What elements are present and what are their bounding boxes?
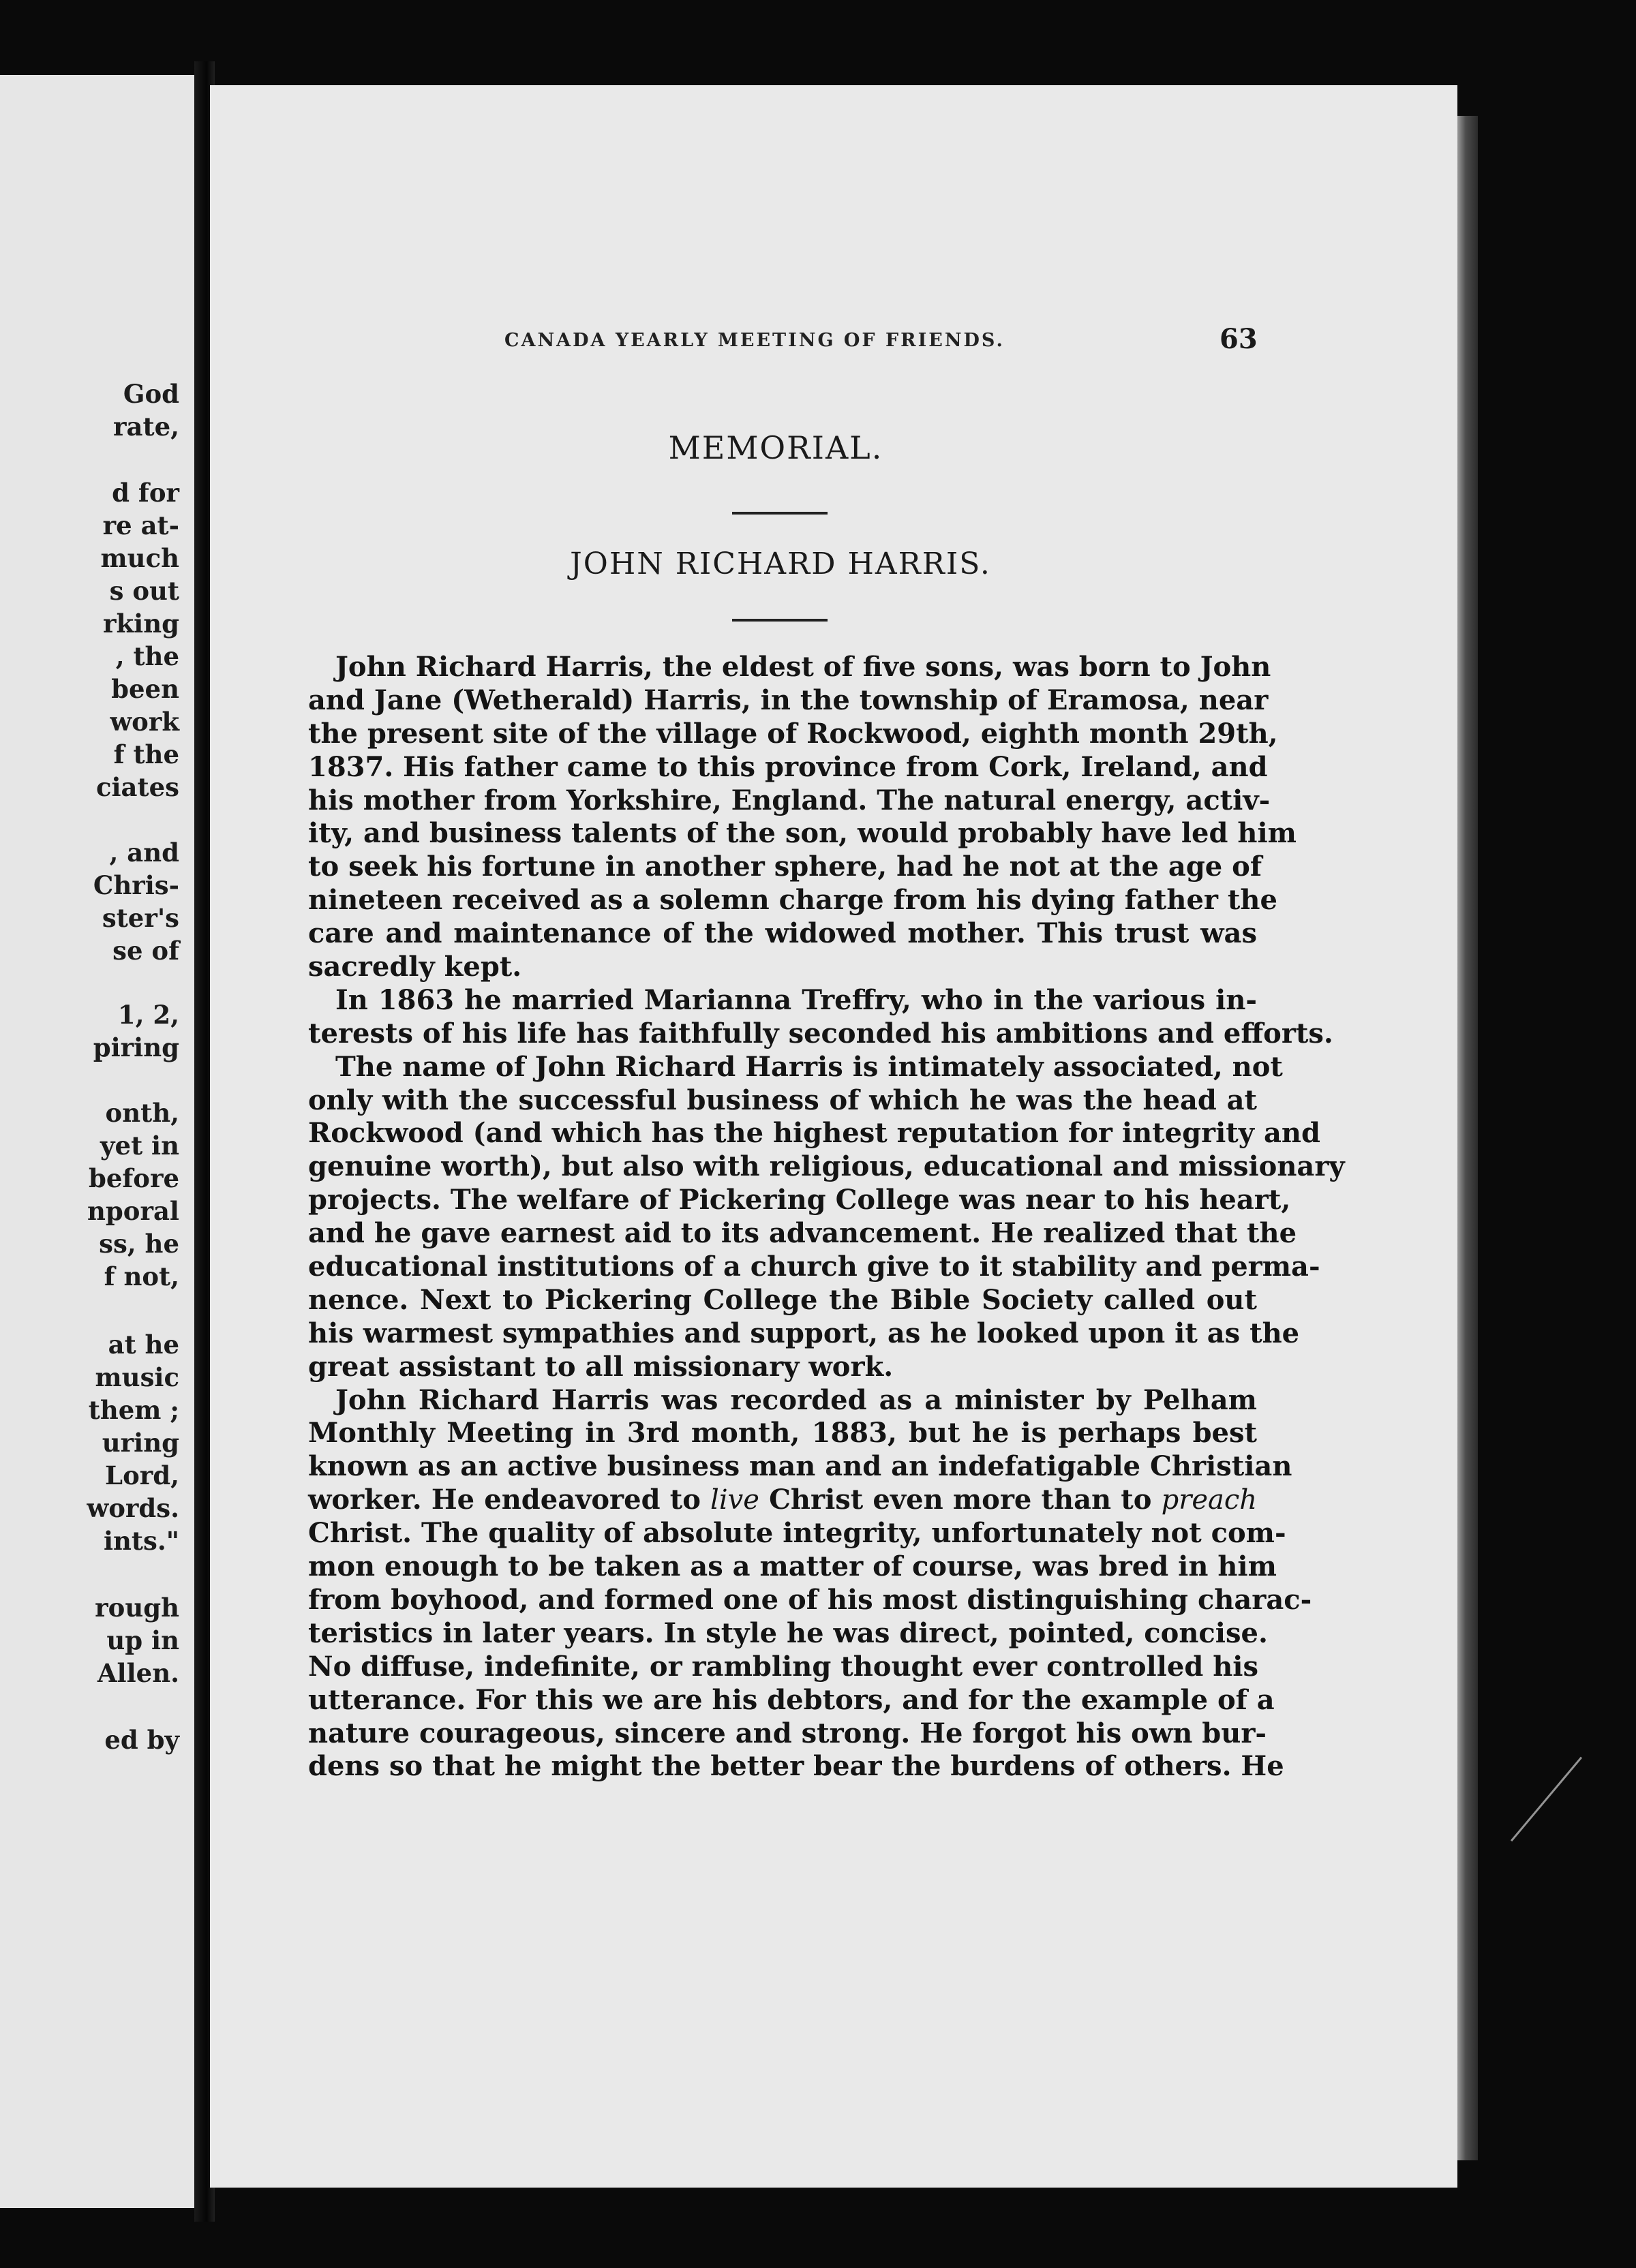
text-line: projects. The welfare of Pickering College was near to his heart, — [308, 1184, 1291, 1216]
facing-page-line: uring — [102, 1428, 179, 1458]
facing-page-line: Chris- — [93, 870, 179, 900]
facing-page-line: Allen. — [97, 1658, 179, 1688]
facing-page-line: up in — [106, 1625, 179, 1655]
text-line: Christ. The quality of absolute integrity, unfortunately not com- — [308, 1517, 1286, 1550]
facing-page-line: work — [110, 707, 179, 737]
text-line: The name of John Richard Harris is intimately associated, not — [335, 1050, 1283, 1083]
facing-page-line: rough — [95, 1593, 179, 1623]
text-line: terests of his life has faithfully seconded his ambitions and efforts. — [308, 1017, 1333, 1049]
text-line: No diffuse, indefinite, or rambling thought ever controlled his — [308, 1650, 1259, 1683]
text-line: from boyhood, and formed one of his most distinguishing charac- — [308, 1583, 1312, 1616]
text-line: Rockwood (and which has the highest reputation for integrity and — [308, 1117, 1320, 1150]
facing-page-line: d for — [112, 478, 179, 508]
facing-page-line: before — [88, 1163, 179, 1193]
text-line: ity, and business talents of the son, would probably have led him — [308, 817, 1297, 850]
heading-rule — [732, 619, 828, 622]
text-line: known as an active business man and an indefatigable Christian — [308, 1450, 1292, 1483]
facing-page-line: yet in — [100, 1131, 179, 1161]
text-line: mon enough to be taken as a matter of course, was bred in him — [308, 1550, 1277, 1583]
facing-page-line: much — [100, 543, 179, 573]
text-line: nence. Next to Pickering College the Bible Society called out — [308, 1283, 1257, 1316]
text-line: and Jane (Wetherald) Harris, in the township of Eramosa, near — [308, 684, 1269, 716]
text-line: and he gave earnest aid to its advancement. He realized that the — [308, 1217, 1297, 1250]
text-line: his warmest sympathies and support, as he looked upon it as the — [308, 1317, 1300, 1349]
facing-page-line: ints." — [103, 1526, 179, 1556]
facing-page-line: ed by — [104, 1725, 179, 1755]
film-scratch — [1511, 1757, 1582, 1841]
text-line: In 1863 he married Marianna Treffry, who in the various in- — [335, 983, 1257, 1016]
text-line: genuine worth), but also with religious, educational and missionary — [308, 1150, 1345, 1183]
facing-page-line: ster's — [102, 903, 179, 933]
facing-page-line: ciates — [95, 772, 179, 802]
facing-page-line: God — [123, 379, 179, 409]
facing-page-line: music — [95, 1362, 179, 1392]
facing-page-fragment — [0, 75, 194, 2208]
text-line: dens so that he might the better bear the burdens of others. He — [308, 1750, 1284, 1783]
person-name-heading: JOHN RICHARD HARRIS. — [570, 547, 991, 581]
text-line: nature courageous, sincere and strong. He forgot his own bur- — [308, 1717, 1267, 1749]
facing-page-line: , and — [109, 838, 179, 868]
facing-page-line: rate, — [113, 412, 179, 442]
facing-page-line: s out — [109, 576, 179, 606]
facing-page-line: f not, — [104, 1261, 179, 1291]
facing-page-line: words. — [87, 1493, 179, 1523]
page-number: 63 — [1220, 323, 1258, 355]
facing-page-line: ss, he — [99, 1229, 179, 1259]
facing-page-line: Lord, — [105, 1460, 179, 1490]
facing-page-line: rking — [103, 609, 179, 639]
facing-page-line: been — [111, 674, 179, 704]
text-line: great assistant to all missionary work. — [308, 1350, 894, 1383]
facing-page-line: se of — [112, 936, 179, 966]
text-line: Monthly Meeting in 3rd month, 1883, but he is perhaps best — [308, 1417, 1257, 1450]
text-line: his mother from Yorkshire, England. The natural energy, activ- — [308, 784, 1271, 816]
page-edge — [1457, 116, 1478, 2160]
facing-page-line: f the — [113, 739, 179, 769]
heading-rule — [732, 512, 828, 515]
facing-page-line: , the — [115, 641, 179, 671]
facing-page-line: onth, — [105, 1098, 179, 1128]
text-line: educational institutions of a church give to it stability and perma- — [308, 1251, 1320, 1283]
facing-page-line: re at- — [102, 510, 179, 540]
text-line: sacredly kept. — [308, 951, 522, 983]
facing-page-line: piring — [93, 1032, 179, 1062]
memorial-body — [308, 651, 1345, 1783]
text-line: John Richard Harris was recorded as a minister by Pelham — [335, 1383, 1257, 1416]
text-line: 1837. His father came to this province from Cork, Ireland, and — [308, 750, 1268, 783]
text-line: to seek his fortune in another sphere, had he not at the age of — [308, 850, 1262, 883]
text-line: the present site of the village of Rockwood, eighth month 29th, — [308, 717, 1278, 750]
facing-page-line: 1, 2, — [117, 1000, 179, 1030]
facing-page-line: nporal — [87, 1196, 179, 1226]
running-head: CANADA YEARLY MEETING OF FRIENDS. — [504, 330, 1005, 351]
text-line: worker. He endeavored to live Christ even more than to preach — [308, 1484, 1258, 1516]
text-line: teristics in later years. In style he was direct, pointed, concise. — [308, 1616, 1268, 1649]
text-line: only with the successful business of which he was the head at — [308, 1084, 1257, 1116]
text-line: care and maintenance of the widowed mother. This trust was — [308, 917, 1257, 950]
text-line: utterance. For this we are his debtors, and for the example of a — [308, 1683, 1275, 1716]
text-line: John Richard Harris, the eldest of five sons, was born to John — [335, 651, 1271, 683]
facing-page-line: at he — [108, 1330, 179, 1360]
memorial-heading: MEMORIAL. — [668, 429, 883, 466]
text-line: nineteen received as a solemn charge from his dying father the — [308, 884, 1277, 917]
facing-page-line: them ; — [88, 1395, 179, 1425]
